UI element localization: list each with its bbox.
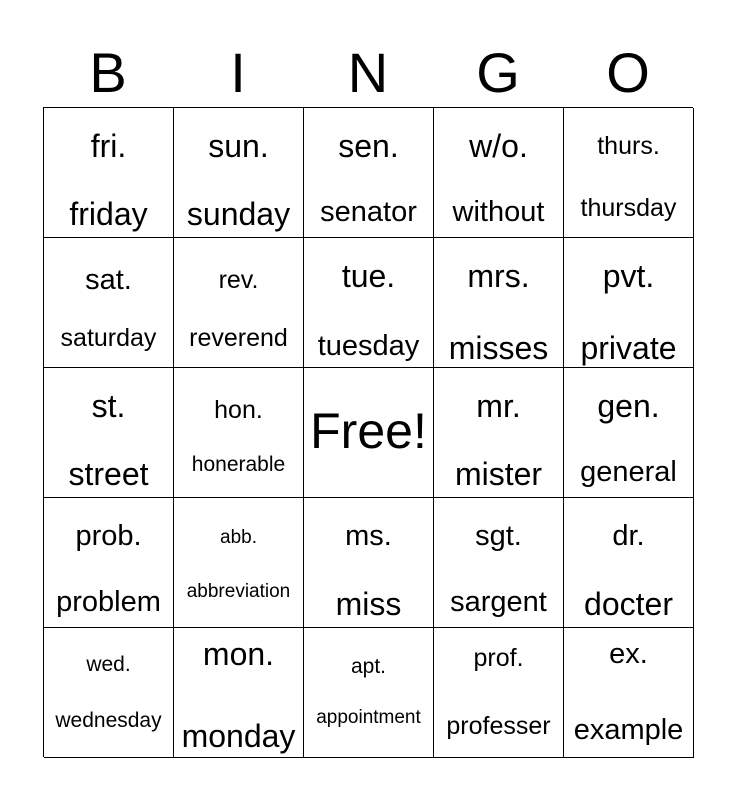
- cell-word: abbreviation: [186, 581, 291, 602]
- cell-abbreviation: ms.: [345, 520, 392, 552]
- cell-word: reverend: [189, 324, 288, 352]
- cell-word: docter: [584, 586, 673, 622]
- cell-abbreviation: prof.: [473, 644, 524, 672]
- cell-word: saturday: [60, 324, 157, 352]
- bingo-header: [43, 40, 693, 106]
- bingo-cell[interactable]: [304, 108, 434, 238]
- cell-abbreviation: hon.: [214, 396, 263, 424]
- bingo-cell[interactable]: [304, 498, 434, 628]
- bingo-cell[interactable]: [564, 628, 694, 758]
- cell-word: without: [452, 196, 545, 228]
- cell-abbreviation: fri.: [90, 128, 127, 164]
- cell-abbreviation: abb.: [220, 527, 257, 548]
- cell-abbreviation: mr.: [476, 388, 521, 424]
- cell-word: wednesday: [55, 709, 162, 732]
- bingo-cell[interactable]: [44, 238, 174, 368]
- cell-word: monday: [181, 718, 296, 754]
- cell-abbreviation: mon.: [202, 636, 275, 672]
- header-letter-o: O: [606, 41, 650, 104]
- cell-word: problem: [56, 586, 161, 618]
- cell-word: tuesday: [317, 330, 420, 362]
- cell-word: sargent: [450, 586, 547, 618]
- cell-word: appointment: [316, 707, 421, 728]
- bingo-cell[interactable]: [564, 108, 694, 238]
- cell-abbreviation: pvt.: [602, 258, 655, 294]
- bingo-cell[interactable]: [564, 238, 694, 368]
- bingo-cell[interactable]: [44, 108, 174, 238]
- bingo-cell[interactable]: [304, 238, 434, 368]
- cell-abbreviation: sat.: [85, 264, 132, 296]
- bingo-cell[interactable]: [434, 238, 564, 368]
- cell-abbreviation: sen.: [338, 128, 399, 164]
- cell-abbreviation: sgt.: [475, 520, 522, 552]
- cell-abbreviation: w/o.: [469, 128, 528, 164]
- bingo-cell[interactable]: [564, 498, 694, 628]
- cell-word: misses: [448, 330, 549, 366]
- cell-abbreviation: prob.: [75, 520, 142, 552]
- bingo-cell[interactable]: [174, 238, 304, 368]
- cell-word: general: [580, 456, 677, 488]
- bingo-cell[interactable]: [434, 368, 564, 498]
- bingo-cell[interactable]: [174, 498, 304, 628]
- cell-abbreviation: sun.: [208, 128, 269, 164]
- cell-abbreviation: dr.: [612, 520, 645, 552]
- cell-abbreviation: apt.: [350, 655, 387, 678]
- bingo-free-cell[interactable]: [304, 368, 434, 498]
- bingo-cell[interactable]: [434, 628, 564, 758]
- cell-word: private: [580, 330, 677, 366]
- cell-abbreviation: wed.: [86, 653, 131, 676]
- bingo-cell[interactable]: [174, 628, 304, 758]
- bingo-cell[interactable]: [44, 628, 174, 758]
- header-letter-i: I: [230, 41, 246, 104]
- bingo-cell[interactable]: [44, 498, 174, 628]
- bingo-cell[interactable]: [434, 498, 564, 628]
- header-letter-b: B: [89, 41, 127, 104]
- cell-word: sunday: [186, 196, 291, 232]
- cell-abbreviation: ex.: [609, 638, 648, 670]
- header-letter-g: G: [476, 41, 520, 104]
- cell-abbreviation: mrs.: [467, 258, 530, 294]
- cell-word: senator: [320, 196, 417, 228]
- cell-word: professer: [446, 712, 551, 740]
- cell-word: street: [68, 456, 149, 492]
- free-space-label: Free!: [310, 403, 427, 459]
- cell-word: miss: [335, 586, 402, 622]
- cell-abbreviation: rev.: [218, 266, 259, 294]
- cell-abbreviation: thurs.: [597, 132, 660, 160]
- bingo-cell[interactable]: [304, 628, 434, 758]
- cell-abbreviation: gen.: [597, 388, 660, 424]
- bingo-board: [43, 107, 693, 757]
- cell-abbreviation: st.: [91, 388, 126, 424]
- cell-word: thursday: [580, 194, 677, 222]
- bingo-cell[interactable]: [174, 108, 304, 238]
- header-letter-n: N: [347, 41, 389, 104]
- cell-word: example: [573, 714, 684, 746]
- cell-word: friday: [69, 196, 148, 232]
- cell-word: mister: [454, 456, 543, 492]
- cell-abbreviation: tue.: [341, 258, 396, 294]
- bingo-cell[interactable]: [174, 368, 304, 498]
- cell-word: honerable: [191, 453, 286, 476]
- bingo-cell[interactable]: [564, 368, 694, 498]
- bingo-cell[interactable]: [434, 108, 564, 238]
- bingo-cell[interactable]: [44, 368, 174, 498]
